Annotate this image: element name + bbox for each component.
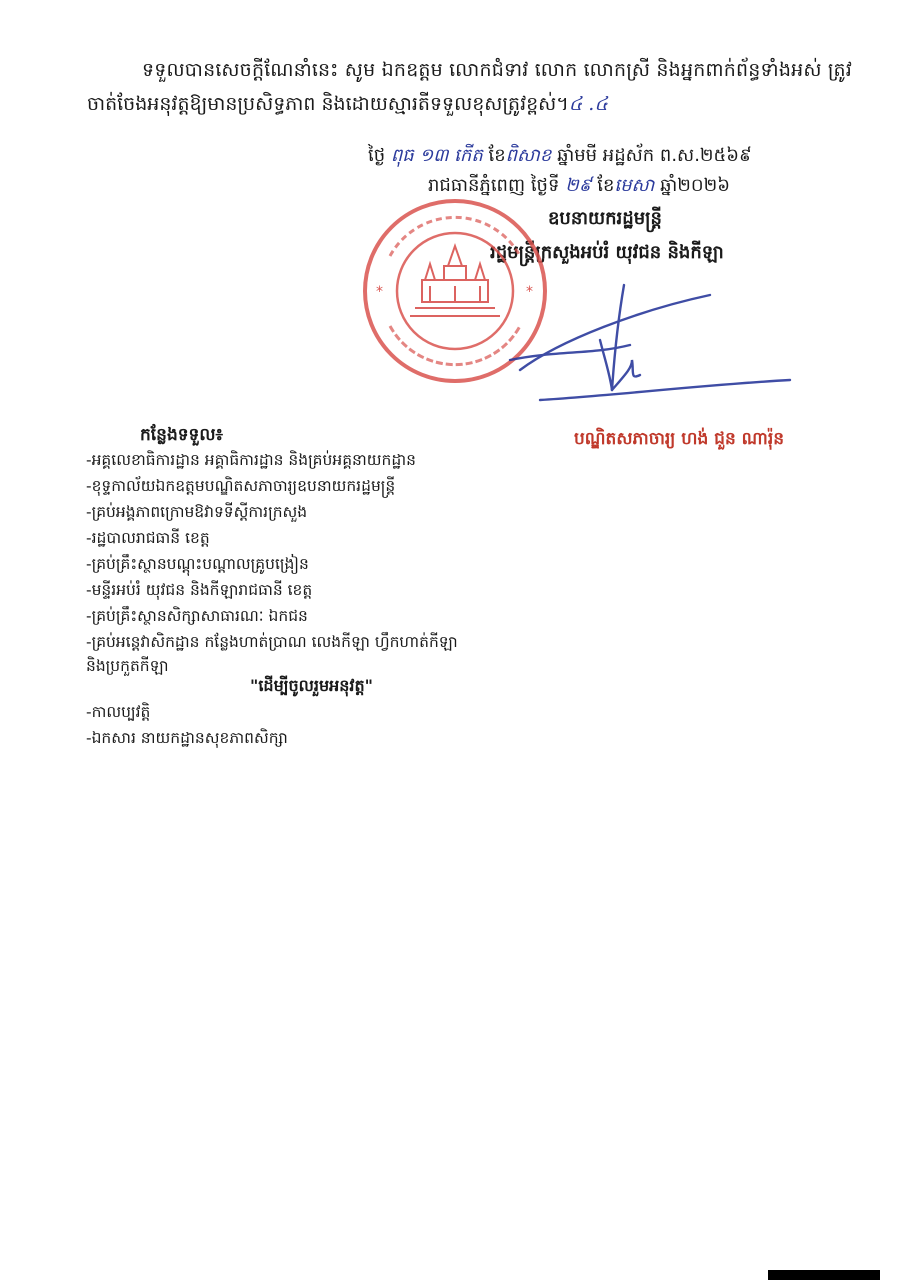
solar-day: ២៩: [565, 175, 592, 196]
signatory-title-1: ឧបនាយករដ្ឋមន្ត្រី: [548, 208, 662, 229]
intro-line-2-text: ចាត់ចែងអនុវត្តឱ្យមានប្រសិទ្ធភាព និងដោយស្មារតីទទួលខុសត្រូវខ្ពស់។: [87, 93, 569, 115]
lunar-day: ពុធ ១៣ កើត: [390, 145, 483, 166]
recipient-item: -អគ្គលេខាធិការដ្ឋាន អគ្គាធិការដ្ឋាន និងគ្រប់អគ្គនាយកដ្ឋាន: [86, 451, 416, 469]
lunar-month-label: ខែ: [488, 145, 506, 166]
scan-edge-mark: [768, 1270, 880, 1280]
lunar-date-rest: ឆ្នាំមមី អដ្ឋស័ក ព.ស.២៥៦៩: [557, 145, 752, 166]
handwritten-signature: [500, 280, 800, 430]
handwritten-mark: ៤ .៤: [568, 93, 608, 115]
solar-date-prefix: រាជធានីភ្នំពេញ ថ្ងៃទី: [428, 175, 560, 196]
extra-item: -កាលប្បវត្តិ: [86, 703, 151, 721]
svg-text:*: *: [526, 284, 533, 300]
recipient-item: -ខុទ្ទកាល័យឯកឧត្តមបណ្ឌិតសភាចារ្យឧបនាយករដ្ឋមន្ត្រី: [86, 477, 396, 495]
lunar-date: [368, 144, 752, 168]
signatory-title-2: រដ្ឋមន្ត្រីក្រសួងអប់រំ យុវជន និងកីឡា: [490, 242, 724, 263]
recipient-item: -គ្រប់គ្រឹះស្ថានសិក្សាសាធារណៈ ឯកជន: [86, 607, 308, 625]
action-heading: "ដើម្បីចូលរួមអនុវត្ត": [250, 676, 373, 695]
recipient-item: -គ្រប់គ្រឹះស្ថានបណ្តុះបណ្តាលគ្រូបង្រៀន: [86, 555, 309, 573]
lunar-month: ពិសាខ: [505, 145, 552, 166]
recipient-item: -គ្រប់អង្គភាពក្រោមឱវាទទីស្តីការក្រសួង: [86, 503, 308, 521]
lunar-date-prefix: ថ្ងៃ: [368, 145, 386, 166]
solar-month-label: ខែ: [597, 175, 615, 196]
solar-date: [428, 174, 730, 198]
solar-year: ឆ្នាំ២០២៦: [660, 175, 730, 196]
extra-item: -ឯកសារ នាយកដ្ឋានសុខភាពសិក្សា: [86, 729, 288, 747]
recipient-item: -មន្ទីរអប់រំ យុវជន និងកីឡារាជធានី ខេត្ត: [86, 581, 313, 599]
intro-line-2: [87, 92, 608, 116]
svg-text:*: *: [376, 284, 383, 300]
signatory-name: បណ្ឌិតសភាចារ្យ ហង់ ជួន ណារ៉ុន: [574, 429, 785, 449]
recipient-item: និងប្រកួតកីឡា: [86, 657, 169, 675]
recipients-heading: កន្លែងទទួល៖: [140, 425, 224, 445]
solar-month: មេសា: [614, 175, 655, 196]
recipient-item: -រដ្ឋបាលរាជធានី ខេត្ត: [86, 529, 210, 547]
intro-line-1: ទទួលបានសេចក្តីណែនាំនេះ សូម ឯកឧត្តម លោកជំទាវ លោក លោកស្រី និងអ្នកពាក់ព័ន្ធទាំងអស់ ត្រូវ: [142, 59, 853, 81]
recipient-item: -គ្រប់អន្តេវាសិកដ្ឋាន កន្លែងហាត់ប្រាណ លេងកីឡា ហ្វឹកហាត់កីឡា: [86, 633, 458, 651]
